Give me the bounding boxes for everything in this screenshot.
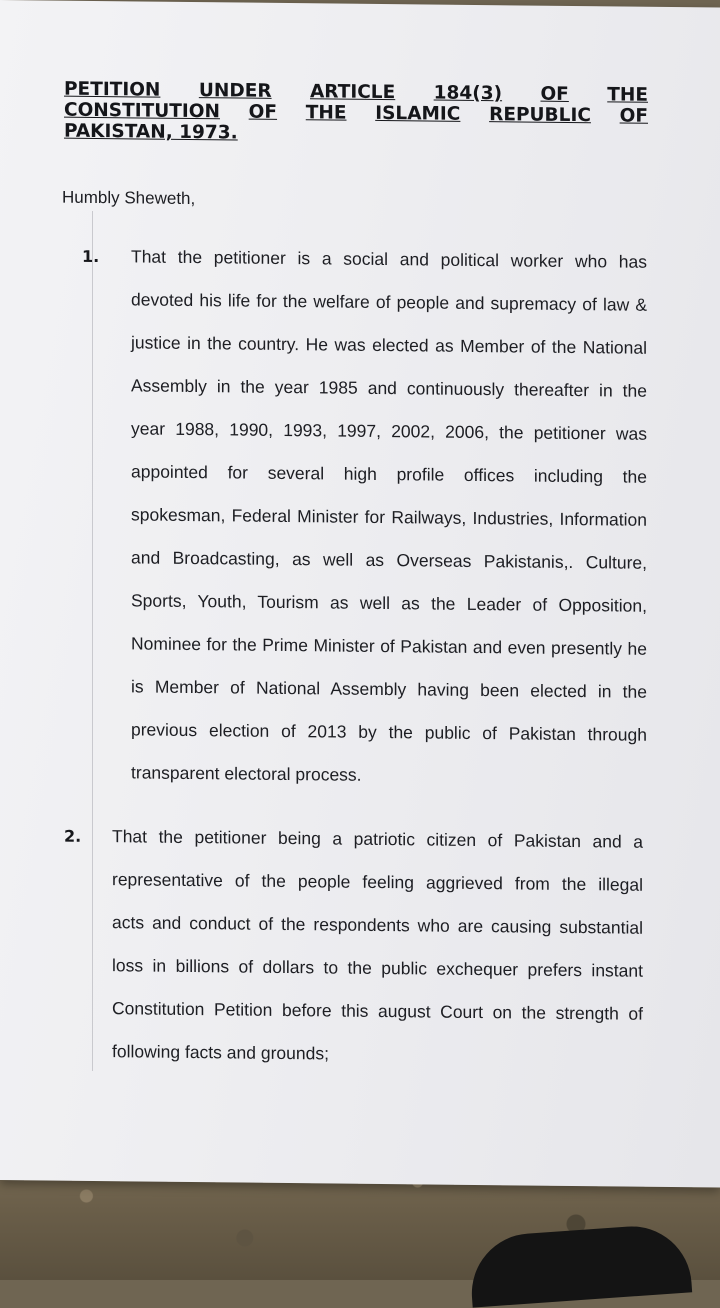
- paragraph-line: and Broadcasting, as well as Overseas Pakistanis,. Culture,: [131, 547, 647, 573]
- paragraph-line: justice in the country. He was elected as Member of the National: [131, 332, 647, 358]
- paragraph-line: acts and conduct of the respondents who are causing substantial: [112, 912, 643, 938]
- paragraph-line: transparent electoral process.: [131, 762, 362, 785]
- paragraph-line: appointed for several high profile offices including the: [131, 461, 647, 487]
- paragraph-number: 1.: [82, 246, 100, 267]
- heading-line-2: CONSTITUTION OF THE ISLAMIC REPUBLIC OF: [64, 99, 648, 127]
- paragraph-line: representative of the people feeling aggrieved from the illegal: [112, 869, 643, 895]
- paragraph-line: following facts and grounds;: [112, 1041, 329, 1064]
- greeting: Humbly Sheweth,: [62, 187, 196, 209]
- paragraph-line: Assembly in the year 1985 and continuously thereafter in the: [131, 375, 647, 401]
- paragraph-line: year 1988, 1990, 1993, 1997, 2002, 2006, the petitioner was: [131, 418, 647, 444]
- heading-line-1: PETITION UNDER ARTICLE 184(3) OF THE: [64, 78, 648, 106]
- paragraph-line: Nominee for the Prime Minister of Pakistan and even presently he: [131, 633, 647, 659]
- paragraph-line: devoted his life for the welfare of people and supremacy of law &: [131, 289, 647, 315]
- paragraph-line: previous election of 2013 by the public of Pakistan through: [131, 719, 647, 745]
- paragraph-1: [131, 235, 647, 799]
- petition-heading: [64, 79, 648, 148]
- paragraph-line: That the petitioner being a patriotic citizen of Pakistan and a: [112, 826, 643, 852]
- paragraph-line: spokesman, Federal Minister for Railways, Industries, Information: [131, 504, 647, 530]
- paragraph-line: loss in billions of dollars to the public exchequer prefers instant: [112, 955, 643, 981]
- paragraph-line: That the petitioner is a social and political worker who has: [131, 246, 647, 272]
- paragraph-number: 2.: [64, 826, 82, 846]
- paragraph-2: [112, 815, 643, 1079]
- heading-line-3: PAKISTAN, 1973.: [64, 120, 238, 144]
- paragraph-line: Sports, Youth, Tourism as well as the Leader of Opposition,: [131, 590, 647, 616]
- paragraph-line: is Member of National Assembly having been elected in the: [131, 676, 647, 702]
- page-fold-line: [92, 211, 93, 1071]
- paragraph-line: Constitution Petition before this august Court on the strength of: [112, 998, 643, 1024]
